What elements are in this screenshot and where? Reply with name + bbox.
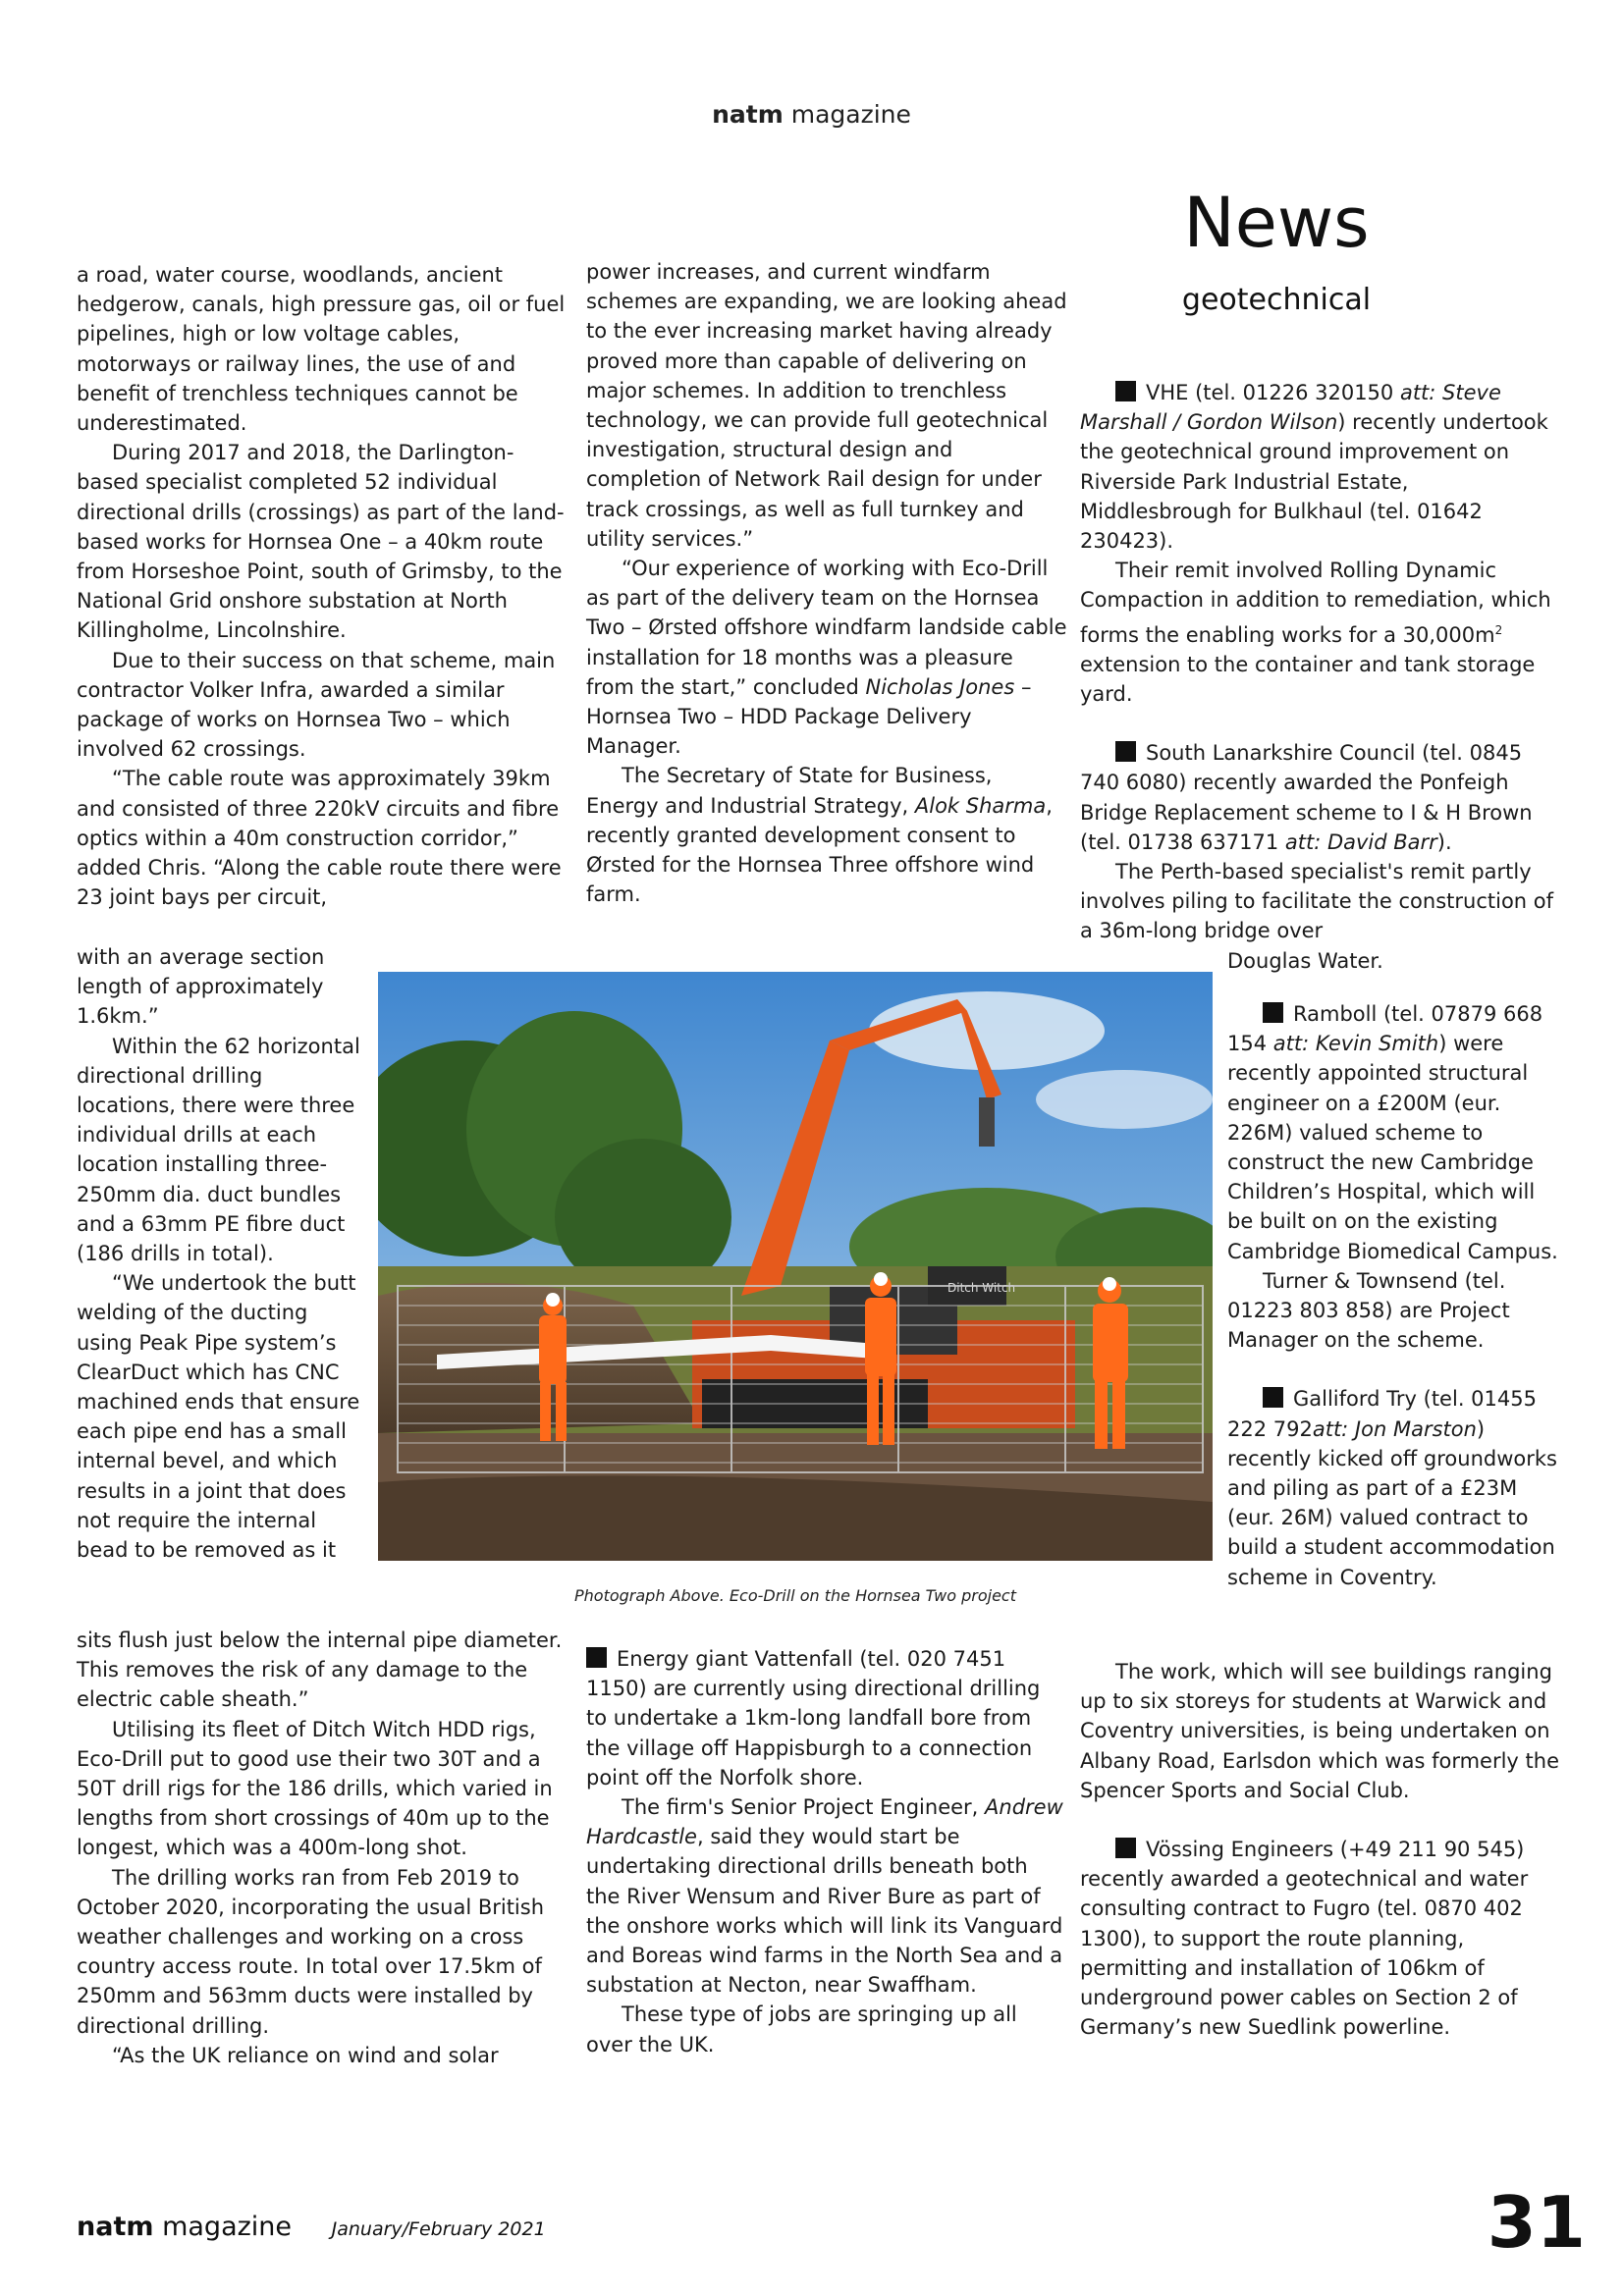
paragraph: sits flush just below the internal pipe diameter. This removes the risk of any damage to the electric cable sheath.” bbox=[77, 1629, 563, 1712]
paragraph: The drilling works ran from Feb 2019 to October 2020, incorporating the usual British weather challenges and working on a cross country access route. In total over 17.5km of 250mm and 563mm ducts were installed by directional drilling. bbox=[77, 1865, 545, 2038]
page-number: 31 bbox=[1487, 2181, 1586, 2264]
paragraph: “As the UK reliance on wind and solar bbox=[112, 2043, 499, 2067]
column-2-bottom bbox=[586, 1644, 1067, 2059]
column-2-top bbox=[586, 257, 1067, 909]
bullet-square-icon bbox=[1115, 741, 1136, 762]
news-item-vattenfall: Energy giant Vattenfall (tel. 020 7451 1150) are currently using directional drilling to undertake a 1km-long landfall bore from the village off Happisburgh to a connection point off the Norfolk shore. bbox=[586, 1647, 1041, 1789]
news-item-south-lanarkshire: South Lanarkshire Council (tel. 0845 740 6080) recently awarded the Ponfeigh Bridge Replacement scheme to I & H Brown (tel. 01738 637171 att: David Barr). bbox=[1080, 741, 1533, 854]
section-subtitle: geotechnical bbox=[1181, 283, 1372, 317]
column-1-top bbox=[77, 260, 568, 912]
paragraph: During 2017 and 2018, the Darlington-based specialist completed 52 individual directional drills (crossings) as part of the land-based works for Hornsea One – a 40km route from Horseshoe Point, south of Grimsby, to the National Grid onshore substation at North Killingholme, Lincolnshire. bbox=[77, 441, 565, 643]
paragraph: Turner & Townsend (tel. 01223 803 858) are Project Manager on the scheme. bbox=[1227, 1268, 1510, 1353]
column-3-top bbox=[1080, 378, 1561, 976]
paragraph: “The cable route was approximately 39km and consisted of three 220kV circuits and fibre optics within a 40m construction corridor,” added Chris. “Along the cable route there were 23 joint bays per circuit, bbox=[77, 767, 562, 910]
paragraph: power increases, and current windfarm schemes are expanding, we are looking ahead to the ever increasing market having already proved more than capable of delivering on major schemes. In addition to trenchless technology, we can provide full geotechnical investigation, structural design and completion of Network Rail design for under track crossings, as well as full turnkey and utility services.” bbox=[586, 260, 1067, 551]
masthead-brand: natm bbox=[712, 100, 784, 129]
person-name: Alok Sharma bbox=[914, 793, 1047, 818]
footer bbox=[77, 2212, 546, 2242]
paragraph: The Perth-based specialist's remit partly involves piling to facilitate the construction of a 36m-long bridge over bbox=[1080, 860, 1554, 943]
person-name: Andrew Hardcastle bbox=[586, 1795, 1063, 1849]
bullet-square-icon bbox=[1115, 381, 1136, 401]
bullet-square-icon bbox=[1263, 1387, 1283, 1408]
news-item-galliford: Galliford Try (tel. 01455 222 792att: Jon Marston) recently kicked off groundworks and piling as part of a £23M (eur. 26M) valued contract to build a student accommodation scheme in Coventry. bbox=[1227, 1387, 1557, 1589]
bullet-square-icon bbox=[1263, 1002, 1283, 1023]
column-3-wrap bbox=[1227, 999, 1561, 1592]
news-item-vhe: VHE (tel. 01226 320150 att: Steve Marshall / Gordon Wilson) recently undertook the geotechnical ground improvement on Riverside Park Industrial Estate, Middlesbrough for Bulkhaul (tel. 01642 230423). bbox=[1080, 381, 1548, 554]
paragraph: with an average section length of approximately 1.6km.” bbox=[77, 945, 325, 1029]
paragraph: Douglas Water. bbox=[1227, 948, 1383, 973]
column-1-wrap bbox=[77, 942, 361, 1565]
paragraph: a road, water course, woodlands, ancient hedgerow, canals, high pressure gas, oil or fuel pipelines, high or low voltage cables, motorways or railway lines, the use of and benefit of trenchless techniques cannot be underestimated. bbox=[77, 263, 566, 436]
masthead-name: magazine bbox=[790, 100, 911, 129]
footer-name: magazine bbox=[162, 2212, 293, 2242]
site-photo bbox=[378, 972, 1213, 1561]
paragraph: “We undertook the butt welding of the ducting using Peak Pipe system’s ClearDuct which has CNC machined ends that ensure each pipe end has a small internal bevel, and which results in a joint that does not require the internal bead to be removed as it bbox=[77, 1271, 360, 1563]
column-3-bottom bbox=[1080, 1657, 1561, 2042]
paragraph: Utilising its fleet of Ditch Witch HDD rigs, Eco-Drill put to good use their two 30T and a 50T drill rigs for the 186 drills, which varied in lengths from short crossings of 40m up to the longest, which was a 400m-long shot. bbox=[77, 1717, 553, 1860]
section-title: News bbox=[1183, 183, 1370, 263]
paragraph: The Secretary of State for Business, Energy and Industrial Strategy, Alok Sharma, recently granted development consent to Ørsted for the Hornsea Three offshore wind farm. bbox=[586, 764, 1053, 907]
column-1-bottom bbox=[77, 1626, 568, 2070]
masthead bbox=[0, 100, 1623, 129]
news-item-vossing: Vössing Engineers (+49 211 90 545) recently awarded a geotechnical and water consulting contract to Fugro (tel. 0870 402 1300), to support the route planning, permitting and installation of 106km of underground power cables on Section 2 of Germany’s new Suedlink powerline. bbox=[1080, 1838, 1529, 2040]
paragraph: “Our experience of working with Eco-Drill as part of the delivery team on the Hornsea Two – Ørsted offshore windfarm landside cable installation for 18 months was a pleasure from the start,” concluded Nicholas Jones – Hornsea Two – HDD Package Delivery Manager. bbox=[586, 557, 1067, 759]
paragraph: The work, which will see buildings ranging up to six storeys for students at Warwick and Coventry universities, is being undertaken on Albany Road, Earlsdon which was formerly the Spencer Sports and Social Club. bbox=[1080, 1660, 1559, 1802]
rig-label: Ditch Witch bbox=[947, 1281, 1016, 1295]
bullet-square-icon bbox=[1115, 1838, 1136, 1858]
bullet-square-icon bbox=[586, 1647, 607, 1668]
paragraph: Within the 62 horizontal directional drilling locations, there were three individual drills at each location installing three-250mm dia. duct bundles and a 63mm PE fibre duct (186 drills in total). bbox=[77, 1034, 360, 1266]
photo-caption: Photograph Above. Eco-Drill on the Hornsea Two project bbox=[573, 1586, 1016, 1605]
paragraph: Their remit involved Rolling Dynamic Compaction in addition to remediation, which forms the enabling works for a $30,000m^2$ extension to the container and tank storage yard. bbox=[1080, 559, 1551, 707]
paragraph: Due to their success on that scheme, main contractor Volker Infra, awarded a similar package of works on Hornsea Two – which involved 62 crossings. bbox=[77, 648, 556, 762]
paragraph: The firm's Senior Project Engineer, Andrew Hardcastle, said they would start be undertaking directional drills beneath both the River Wensum and River Bure as part of the onshore works which will link its Vanguard and Boreas wind farms in the North Sea and a substation at Necton, near Swaffham. bbox=[586, 1795, 1063, 1998]
footer-brand: natm bbox=[77, 2212, 154, 2242]
issue-date: January/February 2021 bbox=[331, 2218, 546, 2240]
paragraph: These type of jobs are springing up all over the UK. bbox=[586, 2002, 1017, 2056]
news-item-ramboll: Ramboll (tel. 07879 668 154 att: Kevin Smith) were recently appointed structural engineer on a £200M (eur. 226M) valued scheme to construct the new Cambridge Children’s Hospital, which will be built on on the existing Cambridge Biomedical Campus. bbox=[1227, 1002, 1558, 1263]
person-name: Nicholas Jones bbox=[865, 674, 1015, 699]
